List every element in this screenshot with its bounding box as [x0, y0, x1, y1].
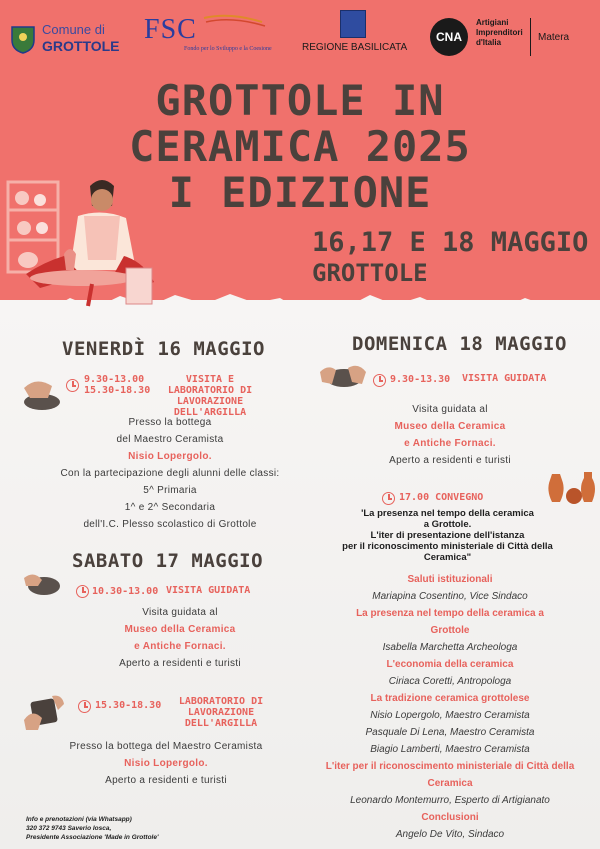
sunday-event-1-description — [310, 401, 590, 469]
saturday-time-2: 15.30-18.30 — [95, 700, 162, 711]
friday-time-2: 15.30-18.30 — [84, 385, 151, 396]
saturday-heading: SABATO 17 MAGGIO — [72, 550, 264, 572]
saturday-event-1-label: VISITA GUIDATA — [166, 585, 251, 596]
friday-line-2: del Maestro Ceramista — [116, 434, 224, 445]
cna-line-3: d'Italia — [476, 38, 502, 47]
program-speaker: Pasquale Di Lena, Maestro Ceramista — [365, 727, 535, 738]
sun-e1-line-2: Museo della Ceramica — [394, 421, 506, 432]
clock-icon — [373, 374, 386, 387]
sun-e1-line-4: Aperto a residenti e turisti — [389, 455, 511, 466]
clay-block-icon — [20, 690, 66, 736]
sat-e2-line-2: Nisio Lopergolo. — [124, 758, 208, 769]
saturday-time-1: 10.30-13.00 — [92, 586, 159, 597]
vases-icon — [546, 468, 598, 506]
friday-line-4: Con la partecipazione degli alunni delle classi: — [60, 468, 280, 479]
program-speaker: Ciriaca Coretti, Antropologa — [388, 676, 512, 687]
fsc-logo: FSC — [144, 14, 197, 45]
friday-time — [84, 374, 150, 396]
program-heading: La presenza nel tempo della ceramica a Grottole — [356, 608, 544, 636]
sat-e2-line-3: Aperto a residenti e turisti — [105, 775, 227, 786]
saturday-event-2-description — [16, 738, 316, 789]
clock-icon — [76, 585, 89, 598]
info-phone: 320 372 9743 Saverio Iosca, — [26, 825, 112, 832]
cna-divider — [530, 18, 531, 56]
sat-e1-line-2: Museo della Ceramica — [124, 624, 236, 635]
clay-hands-icon — [20, 568, 66, 598]
quote-line-3: L'iter di presentazione dell'istanza — [370, 530, 525, 541]
friday-event-label: VISITA E LABORATORIO DI LAVORAZIONE DELL'ARGILLA — [167, 374, 253, 418]
sunday-heading: DOMENICA 18 MAGGIO — [352, 333, 567, 355]
cna-line-1: Artigiani — [476, 18, 509, 27]
date-place: GROTTOLE — [312, 259, 428, 287]
sun-e1-line-1: Visita guidata al — [412, 404, 488, 415]
quote-line-5: Ceramica" — [423, 552, 472, 563]
conference-program — [305, 571, 595, 843]
sat-e1-line-3: e Antiche Fornaci. — [134, 641, 226, 652]
sunday-event-1-label: VISITA GUIDATA — [462, 373, 547, 384]
sunday-time-1: 9.30-13.30 — [390, 374, 451, 385]
date-range: 16,17 E 18 MAGGIO — [312, 227, 589, 258]
info-contact — [26, 815, 159, 842]
sunday-conference-label: 17.00 CONVEGNO — [399, 492, 484, 503]
molding-hands-icon — [318, 360, 368, 390]
cna-line-2: Imprenditori — [476, 28, 523, 37]
program-heading: La tradizione ceramica grottolese — [370, 693, 530, 704]
title-line-1: GROTTOLE IN — [155, 76, 445, 125]
sat-e2-line-1: Presso la bottega del Maestro Ceramista — [69, 741, 263, 752]
program-speaker: Angelo De Vito, Sindaco — [395, 829, 505, 840]
program-heading: L'iter per il riconoscimento ministeriale di Città della Ceramica — [325, 761, 575, 789]
event-dates — [312, 228, 588, 288]
sat-e1-line-1: Visita guidata al — [142, 607, 218, 618]
quote-line-1: 'La presenza nel tempo della ceramica — [361, 508, 534, 519]
fsc-subtitle: Fondo per lo Sviluppo e la Coesione — [184, 46, 272, 52]
program-heading: Conclusioni — [421, 812, 479, 823]
comune-crest-icon — [10, 24, 36, 54]
conference-title — [305, 508, 590, 563]
clock-icon — [78, 700, 91, 713]
info-line-1: Info e prenotazioni (via Whatsapp) — [26, 816, 132, 823]
fsc-swoosh-icon — [170, 14, 270, 44]
program-heading: L'economia della ceramica — [386, 659, 514, 670]
program-speaker: Leonardo Montemurro, Esperto di Artigianato — [350, 795, 550, 806]
saturday-event-2-label: LABORATORIO DI LAVORAZIONE DELL'ARGILLA — [178, 696, 264, 729]
cna-city: Matera — [538, 32, 570, 43]
info-line-3: Presidente Associazione 'Made in Grottole' — [26, 834, 159, 841]
program-heading: Saluti istituzionali — [407, 574, 493, 585]
clock-icon — [66, 379, 79, 392]
friday-line-6: 1^ e 2^ Secondaria — [124, 502, 216, 513]
comune-label: Comune di — [42, 22, 105, 37]
title-line-2: CERAMICA 2025 — [129, 122, 471, 171]
title-line-3: I EDIZIONE — [168, 168, 432, 217]
friday-line-7: dell'I.C. Plesso scolastico di Grottole — [83, 519, 257, 530]
cna-tagline — [476, 18, 523, 48]
friday-line-5: 5^ Primaria — [143, 485, 197, 496]
program-speaker: Isabella Marchetta Archeologa — [382, 642, 518, 653]
potter-illustration — [4, 170, 169, 310]
quote-line-2: a Grottole. — [423, 519, 472, 530]
sat-e1-line-4: Aperto a residenti e turisti — [119, 658, 241, 669]
program-speaker: Biagio Lamberti, Maestro Ceramista — [370, 744, 530, 755]
comune-name: GROTTOLE — [42, 38, 120, 54]
regione-emblem-icon — [340, 10, 366, 38]
program-speaker: Nisio Lopergolo, Maestro Ceramista — [370, 710, 530, 721]
friday-heading: VENERDÌ 16 MAGGIO — [62, 338, 265, 360]
friday-line-3: Nisio Lopergolo. — [128, 451, 212, 462]
friday-line-1: Presso la bottega — [128, 417, 212, 428]
program-speaker: Mariapina Cosentino, Vice Sindaco — [372, 591, 528, 602]
sun-e1-line-3: e Antiche Fornaci. — [404, 438, 496, 449]
clock-icon — [382, 492, 395, 505]
quote-line-4: per il riconoscimento ministeriale di Città della — [342, 541, 553, 552]
friday-description — [20, 414, 320, 533]
saturday-event-1-description — [30, 604, 330, 672]
friday-time-1: 9.30-13.00 — [84, 374, 145, 385]
regione-label: REGIONE BASILICATA — [302, 42, 408, 53]
cna-logo: CNA — [430, 18, 468, 56]
hands-clay-icon — [18, 368, 64, 414]
